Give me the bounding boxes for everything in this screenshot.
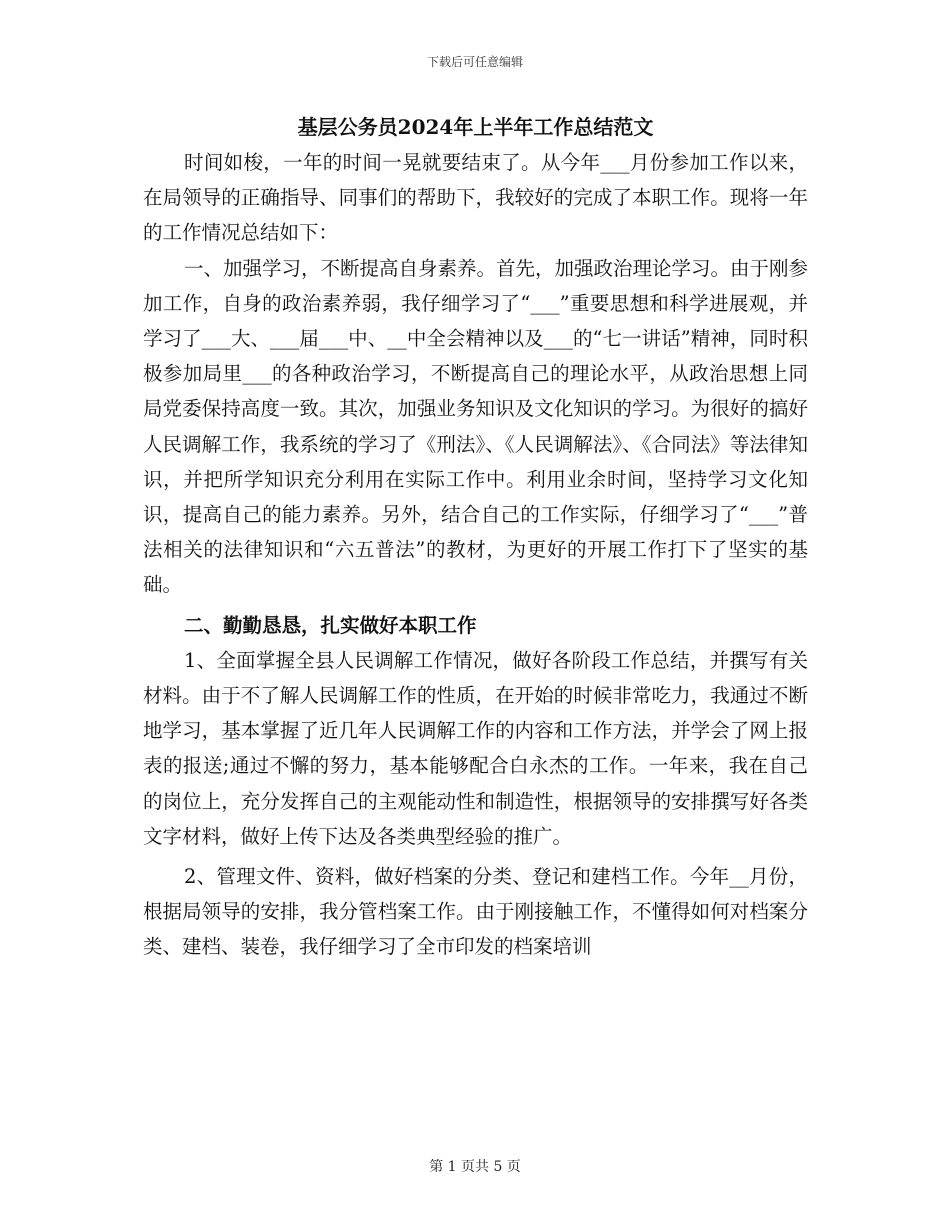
page-footer: 第 1 页共 5 页 xyxy=(429,1159,521,1175)
section2-heading: 二、勤勤恳恳，扎实做好本职工作 xyxy=(184,613,477,637)
section2-item-1: 1、全面掌握全县人民调解工作情况，做好各阶段工作总结，并撰写有关材料。由于不了解人民调解工作的性质，在开始的时候非常吃力，我通过不断地学习，基本掌握了近几年人民调解工作的内容和工作方法，并学会了网上报表的报送;通过不懈的努力，基本能够配合白永杰的工作。一年来，我在自己的岗位上，充分发挥自己的主观能动性和制造性，根据领导的安排撰写好各类文字材料，做好上传下达及各类典型经验的推广。 xyxy=(143,648,808,848)
intro-paragraph: 时间如梭，一年的时间一晃就要结束了。从今年___月份参加工作以来，在局领导的正确指导、同事们的帮助下，我较好的完成了本职工作。现将一年的工作情况总结如下： xyxy=(143,151,808,245)
section1-paragraph: 一、加强学习，不断提高自身素养。首先，加强政治理论学习。由于刚参加工作，自身的政治素养弱，我仔细学习了“___”重要思想和科学进展观，并学习了___大、___届___中、__中全会精神以及___的“七一讲话”精神，同时积极参加局里___的各种政治学习，不断提高自己的理论水平，从政治思想上同局党委保持高度一致。其次，加强业务知识及文化知识的学习。为很好的搞好人民调解工作，我系统的学习了《刑法》、《人民调解法》、《合同法》等法律知识，并把所学知识充分利用在实际工作中。利用业余时间，坚持学习文化知识，提高自己的能力素养。另外，结合自己的工作实际，仔细学习了“___”普法相关的法律知识和“六五普法”的教材，为更好的开展工作打下了坚实的基础。 xyxy=(143,256,809,597)
page-header: 下载后可任意编辑 xyxy=(426,55,523,69)
document-title: 基层公务员2024年上半年工作总结范文 xyxy=(297,115,654,139)
document-body xyxy=(143,109,808,965)
section2-item-2: 2、管理文件、资料，做好档案的分类、登记和建档工作。今年__月份，根据局领导的安排，我分管档案工作。由于刚接触工作，不懂得如何对档案分类、建档、装卷，我仔细学习了全市印发的档案培训 xyxy=(143,865,808,959)
